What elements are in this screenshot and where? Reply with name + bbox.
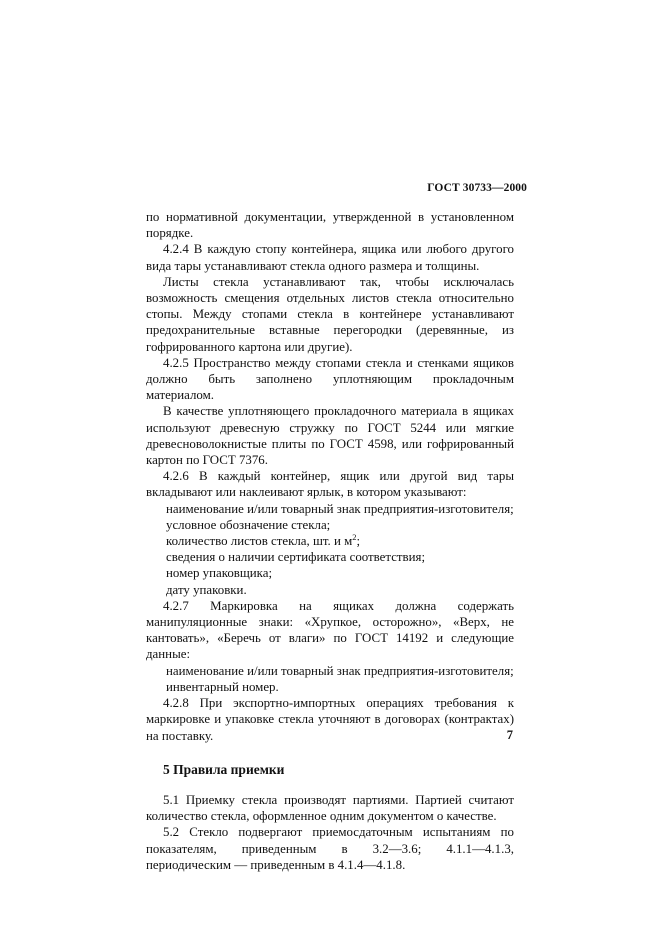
list-item xyxy=(146,533,514,549)
paragraph-5-1: 5.1 Приемку стекла производят партиями. Партией считают количество стекла, оформленное одним документом о качестве. xyxy=(146,792,514,824)
paragraph-4-2-6: 4.2.6 В каждый контейнер, ящик или другой вид тары вкладывают или наклеивают ярлык, в котором указывают: xyxy=(146,469,514,500)
list-item-punct: ; xyxy=(356,534,361,549)
paragraph-sheets-installation: Листы стекла устанавливают так, чтобы исключалась возможность смещения отдельных листов стекла относительно стопы. Между стопами стекла в контейнере устанавливают предохранительные вставные перегородки (деревянные, из гофрированного картона или другие). xyxy=(146,274,514,354)
list-item: наименование и/или товарный знак предприятия-изготовителя; xyxy=(166,501,514,516)
paragraph-4-2-5: 4.2.5 Пространство между стопами стекла и стенками ящиков должно быть заполнено уплотняющим прокладочным материалом. xyxy=(146,355,514,403)
list-item: номер упаковщика; xyxy=(166,566,273,581)
paragraph-sealing-material: В качестве уплотняющего прокладочного материала в ящиках используют древесную стружку по ГОСТ 5244 или мягкие древесноволокнистые плиты по ГОСТ 4598, или гофрированный картон по ГОСТ 7376. xyxy=(146,404,514,468)
document-header: ГОСТ 30733—2000 xyxy=(427,182,527,194)
list-item: сведения о наличии сертификата соответствия; xyxy=(166,550,426,565)
page-number: 7 xyxy=(506,728,513,742)
section-heading: 5 Правила приемки xyxy=(163,761,285,777)
paragraph-4-2-7: 4.2.7 Маркировка на ящиках должна содержать манипуляционные знаки: «Хрупкое, осторожно», «Верх, не кантовать», «Беречь от влаги» по ГОСТ 14192 и следующие данные: xyxy=(146,598,514,662)
list-item-text: количество листов стекла, шт. и м xyxy=(166,534,353,549)
list-item: условное обозначение стекла; xyxy=(166,517,331,532)
superscript-2: 2 xyxy=(352,532,357,543)
paragraph-5-2: 5.2 Стекло подвергают приемосдаточным испытаниям по показателям, приведенным в 3.2—3.6; 4.1.1—4.1.3, периодическим — приведенным в 4.1.4—4.1.8. xyxy=(146,825,514,872)
paragraph-4-2-4: 4.2.4 В каждую стопу контейнера, ящика или любого другого вида тары устанавливают стекла одного размера и толщины. xyxy=(146,242,514,273)
paragraph-4-2-8: 4.2.8 При экспортно-импортных операциях требования к маркировке и упаковке стекла уточняют в договорах (контрактах) на поставку. xyxy=(146,696,514,743)
document-body xyxy=(146,209,514,873)
list-item: дату упаковки. xyxy=(166,582,247,597)
paragraph-continuation: по нормативной документации, утвержденной в установленном порядке. xyxy=(146,210,514,241)
list-item: инвентарный номер. xyxy=(166,679,279,694)
list-item: наименование и/или товарный знак предприятия-изготовителя; xyxy=(166,663,514,678)
